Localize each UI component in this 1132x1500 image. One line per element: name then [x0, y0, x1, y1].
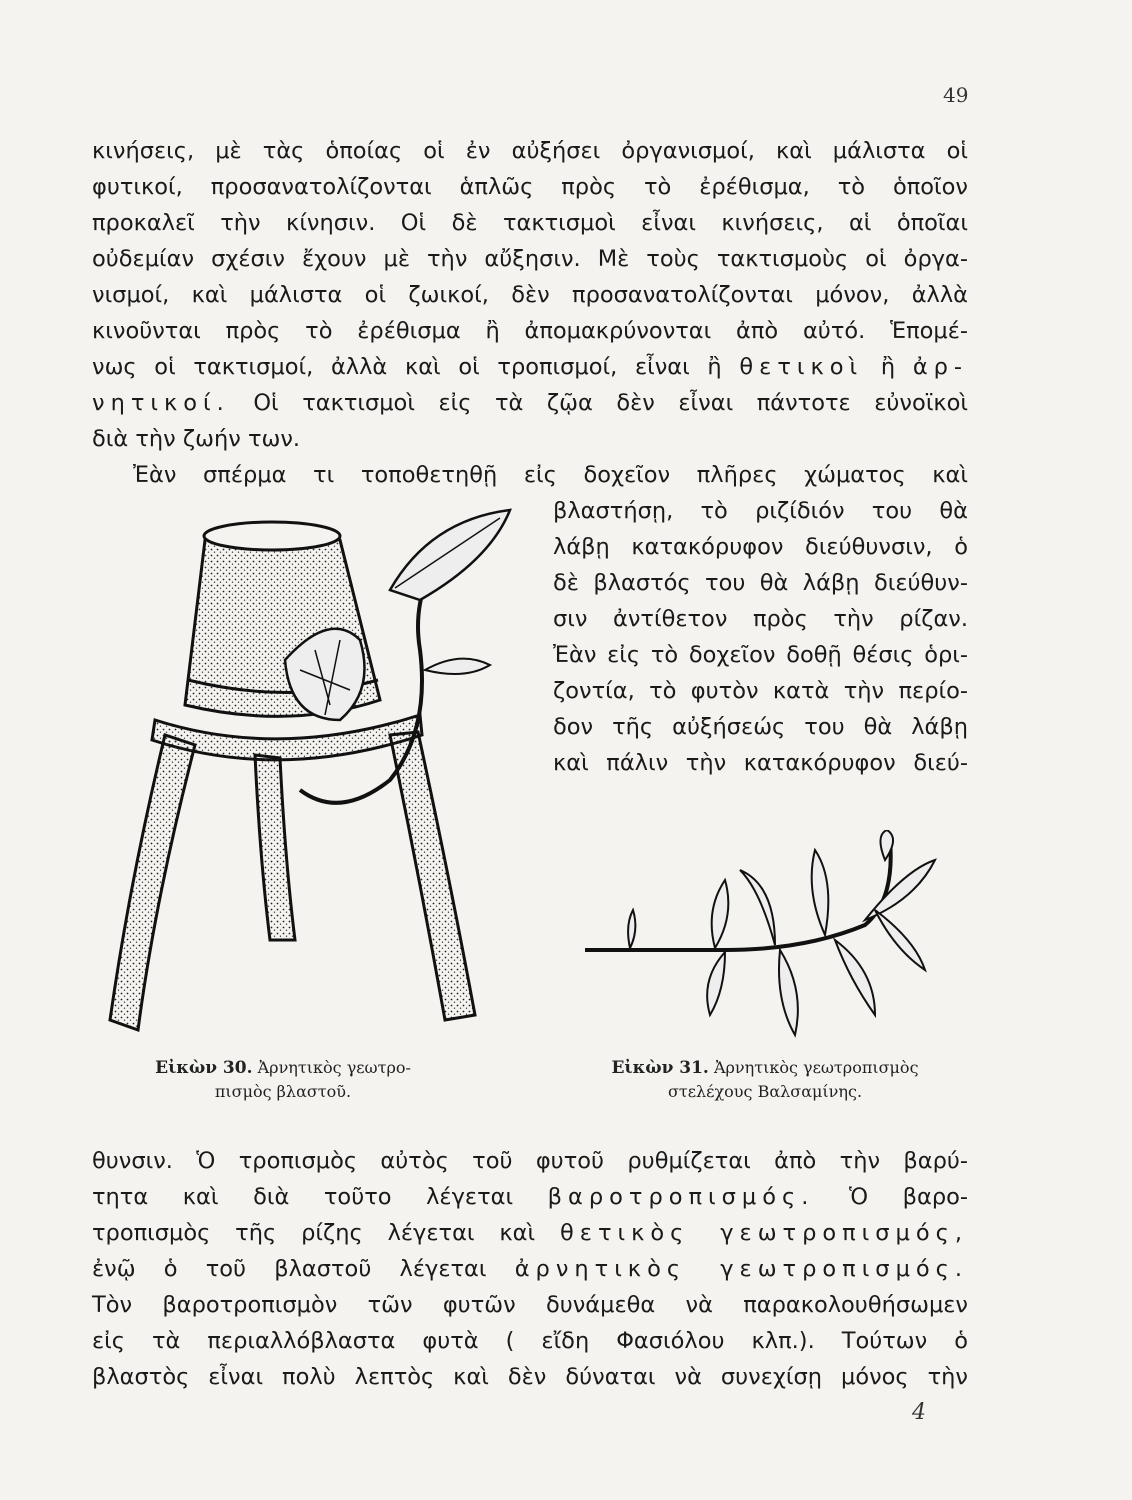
- figure-30-caption-text: Ἀρνητικὸς γεωτρο-: [257, 1058, 411, 1077]
- text-line: Ἐὰν σπέρμα τι τοποθετηθῇ εἰς δοχεῖον πλῆρες χώματος καὶ: [133, 462, 968, 488]
- page-number: 49: [943, 83, 969, 107]
- spaced-term: θετικοὶ: [739, 354, 864, 380]
- figure-30-illustration: [90, 500, 550, 1050]
- text-line: κινήσεις, μὲ τὰς ὁποίας οἱ ἐν αὐξήσει ὀργανισμοί, καὶ μάλιστα οἱ: [92, 138, 968, 164]
- text-line: λάβῃ κατακόρυφον διεύθυνσιν, ὁ: [553, 534, 968, 560]
- text-line: Ἐὰν εἰς τὸ δοχεῖον δοθῇ θέσις ὁρι-: [553, 642, 968, 668]
- text-line: οὐδεμίαν σχέσιν ἔχουν μὲ τὴν αὔξησιν. Μὲ τοὺς τακτισμοὺς οἱ ὀργα-: [92, 246, 968, 272]
- text-line: προκαλεῖ τὴν κίνησιν. Οἱ δὲ τακτισμοὶ εἶναι κινήσεις, αἱ ὁποῖαι: [92, 210, 968, 236]
- text-line: σιν ἀντίθετον πρὸς τὴν ρίζαν.: [553, 606, 968, 632]
- text-span: ἐνῷ ὁ τοῦ βλαστοῦ λέγεται: [92, 1256, 487, 1282]
- text-span: νως οἱ τακτισμοί, ἀλλὰ καὶ οἱ τροπισμοί, εἶναι ἢ: [92, 354, 722, 380]
- signature-mark: 4: [912, 1400, 926, 1425]
- text-line: καὶ πάλιν τὴν κατακόρυφον διεύ-: [553, 750, 968, 776]
- text-span: Οἱ τακτισμοὶ εἰς τὰ ζῷα δὲν εἶναι πάντοτε εὐνοϊκοὶ: [253, 390, 968, 416]
- text-span: τητα καὶ διὰ τοῦτο λέγεται: [92, 1184, 514, 1210]
- spaced-term: ἀρνητικὸς γεωτροπισμός.: [514, 1256, 969, 1282]
- figure-31-caption-text: Ἀρνητικὸς γεωτροπισμὸς: [713, 1058, 919, 1077]
- text-line: κινοῦνται πρὸς τὸ ἐρέθισμα ἢ ἀπομακρύνονται ἀπὸ αὐτό. Ἑπομέ-: [92, 318, 968, 344]
- figure-30-caption: [118, 1056, 448, 1104]
- text-span: τροπισμὸς τῆς ρίζης λέγεται καὶ: [92, 1220, 536, 1246]
- text-line: εἰς τὰ περιαλλόβλαστα φυτὰ ( εἴδη Φασιόλου κλπ.). Τούτων ὁ: [92, 1328, 968, 1354]
- figure-30-caption-text: πισμὸς βλαστοῦ.: [214, 1082, 352, 1101]
- spaced-term: θετικὸς γεωτροπισμός,: [560, 1220, 968, 1246]
- text-line: βλαστήσῃ, τὸ ριζίδιόν του θὰ: [553, 498, 968, 524]
- text-line: [92, 388, 968, 418]
- text-span: Ὁ βαρο-: [848, 1184, 968, 1210]
- text-line: [92, 1218, 968, 1248]
- text-line: διὰ τὴν ζωήν των.: [92, 426, 301, 452]
- figure-31-caption-text: στελέχους Βαλσαμίνης.: [667, 1082, 863, 1101]
- spaced-term: νητικοί.: [92, 390, 230, 416]
- text-line: [92, 1254, 968, 1284]
- figure-31-caption: [560, 1056, 970, 1104]
- figure-31-label: Εἰκὼν 31.: [611, 1058, 709, 1078]
- text-line: δον τῆς αὐξήσεώς του θὰ λάβῃ: [553, 714, 968, 740]
- text-line: Τὸν βαροτροπισμὸν τῶν φυτῶν δυνάμεθα νὰ παρακολουθήσωμεν: [92, 1292, 968, 1318]
- text-line: θυνσιν. Ὁ τροπισμὸς αὐτὸς τοῦ φυτοῦ ρυθμίζεται ἀπὸ τὴν βαρύ-: [92, 1148, 968, 1174]
- text-line: φυτικοί, προσανατολίζονται ἁπλῶς πρὸς τὸ ἐρέθισμα, τὸ ὁποῖον: [92, 174, 968, 200]
- text-line: [92, 352, 968, 382]
- figure-31-illustration: [575, 830, 975, 1060]
- figure-30-label: Εἰκὼν 30.: [155, 1058, 253, 1078]
- text-line: [92, 1182, 968, 1212]
- text-line: δὲ βλαστός του θὰ λάβῃ διεύθυν-: [553, 570, 968, 596]
- spaced-term: ἀρ-: [912, 354, 969, 380]
- text-line: βλαστὸς εἶναι πολὺ λεπτὸς καὶ δὲν δύναται νὰ συνεχίσῃ μόνος τὴν: [92, 1364, 968, 1390]
- text-line: ζοντία, τὸ φυτὸν κατὰ τὴν περίο-: [553, 678, 968, 704]
- text-span: ἢ: [880, 354, 896, 380]
- spaced-term: βαροτροπισμός.: [547, 1184, 815, 1210]
- text-line: νισμοί, καὶ μάλιστα οἱ ζωικοί, δὲν προσανατολίζονται μόνον, ἀλλὰ: [92, 282, 968, 308]
